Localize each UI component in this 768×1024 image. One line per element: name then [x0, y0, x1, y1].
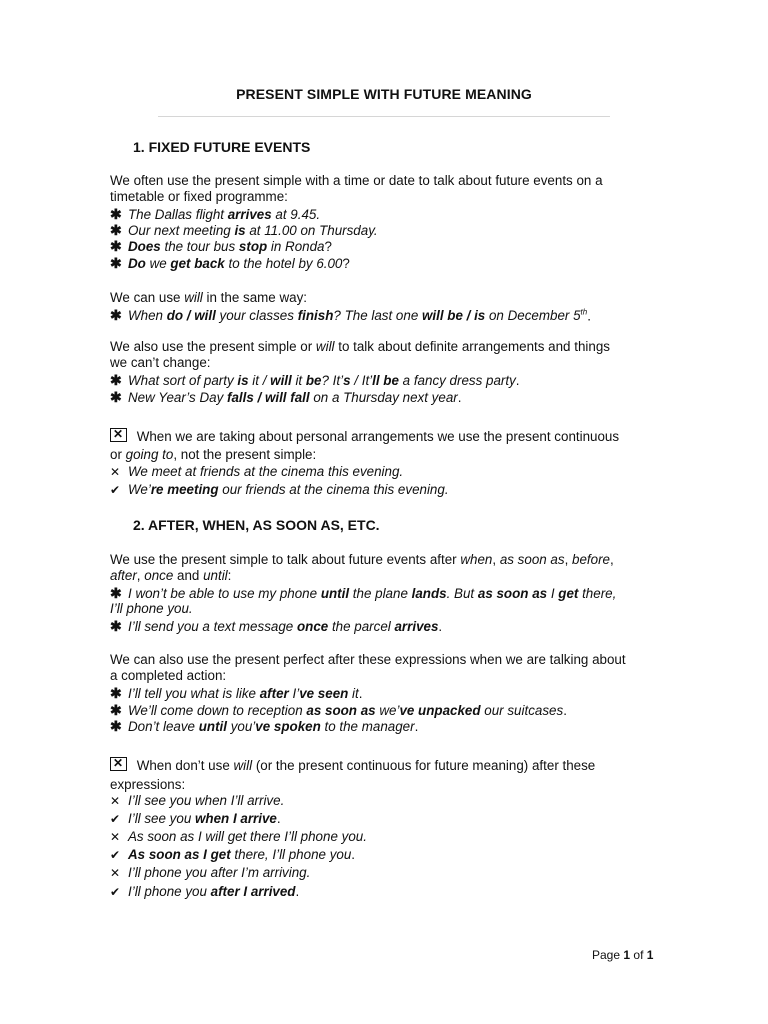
asterisk-icon: ✱: [110, 702, 122, 718]
wrong-example-arriving: ✕ I’ll phone you after I’m arriving.: [110, 865, 311, 880]
right-example-arrive: ✔ I’ll see you when I arrive.: [110, 811, 281, 826]
asterisk-icon: ✱: [110, 685, 122, 701]
cross-icon: ✕: [110, 830, 121, 844]
check-icon: ✔: [110, 812, 121, 826]
example-meeting: ✱ Our next meeting is at 11.00 on Thursday.: [110, 222, 378, 238]
example-reception: ✱ We’ll come down to reception as soon as we’ve unpacked our suitcases.: [110, 702, 567, 718]
document-title: PRESENT SIMPLE WITH FUTURE MEANING: [236, 86, 532, 102]
wrong-example-get-there: ✕ As soon as I will get there I’ll phone you.: [110, 829, 367, 844]
wrong-example-arrive: ✕ I’ll see you when I’ll arrive.: [110, 793, 285, 808]
section-heading-fixed-future-events: 1. FIXED FUTURE EVENTS: [133, 139, 311, 155]
note-line-2b: expressions:: [110, 777, 186, 792]
check-icon: ✔: [110, 483, 121, 497]
right-example-arrived: ✔ I’ll phone you after I arrived.: [110, 884, 300, 899]
warning-box-icon: [110, 757, 127, 771]
example-manager: ✱ Don’t leave until you’ve spoken to the manager.: [110, 718, 419, 734]
asterisk-icon: ✱: [110, 307, 122, 324]
right-example-get-there: ✔ As soon as I get there, I’ll phone you.: [110, 847, 356, 862]
asterisk-icon: ✱: [110, 718, 122, 734]
intro-line-1: We often use the present simple with a time or date to talk about future events on a: [110, 173, 603, 188]
asterisk-icon: ✱: [110, 255, 122, 271]
right-example-cinema: ✔ We’re meeting our friends at the cinema this evening.: [110, 482, 449, 497]
perfect-intro-1: We can also use the present perfect after these expressions when we are talking about: [110, 652, 626, 667]
perfect-intro-2: a completed action:: [110, 668, 227, 683]
check-icon: ✔: [110, 848, 121, 862]
cross-icon: ✕: [110, 465, 121, 479]
example-phone-until-2: I’ll phone you.: [110, 601, 193, 616]
asterisk-icon: ✱: [110, 372, 122, 388]
example-party: ✱ What sort of party is it / will it be? It’s / It’ll be a fancy dress party.: [110, 372, 520, 388]
asterisk-icon: ✱: [110, 238, 122, 254]
asterisk-icon: ✱: [110, 618, 122, 634]
check-icon: ✔: [110, 885, 121, 899]
asterisk-icon: ✱: [110, 389, 122, 405]
after-intro-1: We use the present simple to talk about future events after when, as soon as, before,: [110, 552, 614, 567]
also-line-2: we can’t change:: [110, 355, 211, 370]
cross-icon: ✕: [110, 866, 121, 880]
section-heading-after-when: 2. AFTER, WHEN, AS SOON AS, ETC.: [133, 517, 380, 533]
example-get-back: ✱ Do we get back to the hotel by 6.00?: [110, 255, 350, 271]
example-dallas: ✱ The Dallas flight arrives at 9.45.: [110, 206, 321, 222]
example-after-seen: ✱ I’ll tell you what is like after I’ve seen it.: [110, 685, 363, 701]
example-phone-until: ✱ I won’t be able to use my phone until the plane lands. But as soon as I get there,: [110, 585, 617, 601]
page-number: Page 1 of 1: [592, 948, 654, 962]
wrong-example-cinema: ✕ We meet at friends at the cinema this evening.: [110, 464, 404, 479]
intro-line-2: timetable or fixed programme:: [110, 189, 288, 204]
cross-icon: ✕: [110, 794, 121, 808]
note-line-2: or going to, not the present simple:: [110, 447, 317, 462]
note-dont-use-will: ✕ When don’t use will (or the present continuous for future meaning) after these: [110, 757, 595, 774]
example-classes-finish: ✱ When do / will your classes finish? The last one will be / is on December 5th.: [110, 307, 591, 324]
example-new-years-day: ✱ New Year’s Day falls / will fall on a Thursday next year.: [110, 389, 462, 405]
will-intro: We can use will in the same way:: [110, 290, 308, 305]
warning-box-icon: [110, 428, 127, 442]
note-personal-arrangements: ✕ When we are taking about personal arrangements we use the present continuous: [110, 428, 619, 445]
example-text-message: ✱ I’ll send you a text message once the parcel arrives.: [110, 618, 443, 634]
asterisk-icon: ✱: [110, 206, 122, 222]
example-tour-bus: ✱ Does the tour bus stop in Ronda?: [110, 238, 332, 254]
after-intro-2: after, once and until:: [110, 568, 232, 583]
also-line-1: We also use the present simple or will to talk about definite arrangements and things: [110, 339, 610, 354]
asterisk-icon: ✱: [110, 222, 122, 238]
title-divider: [158, 116, 610, 117]
asterisk-icon: ✱: [110, 585, 122, 601]
